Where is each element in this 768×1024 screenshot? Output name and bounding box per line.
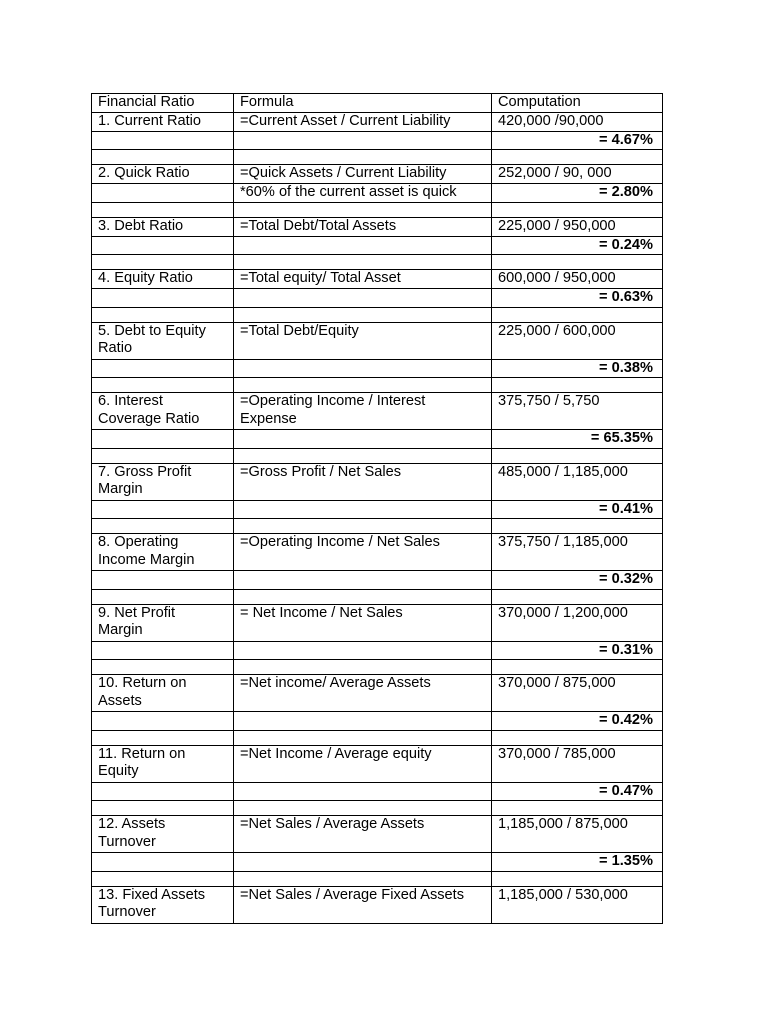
- ratio-name-cell: 12. Assets Turnover: [92, 816, 234, 853]
- computation-cell: 1,185,000 / 530,000: [492, 886, 663, 923]
- formula-cell: =Net Sales / Average Fixed Assets: [234, 886, 492, 923]
- table-row-spacer: [92, 202, 663, 217]
- ratio-name-cell: [92, 430, 234, 449]
- result-cell: = 0.63%: [492, 289, 663, 308]
- table-row-main: [92, 165, 663, 184]
- table-row-spacer: [92, 871, 663, 886]
- formula-cell: [234, 589, 492, 604]
- ratio-name-cell: [92, 448, 234, 463]
- computation-cell: 375,750 / 5,750: [492, 393, 663, 430]
- ratio-name-cell: [92, 202, 234, 217]
- ratio-name-cell: [92, 150, 234, 165]
- table-row-spacer: [92, 589, 663, 604]
- formula-cell: =Total Debt/Equity: [234, 322, 492, 359]
- computation-cell: 370,000 / 785,000: [492, 745, 663, 782]
- result-cell: = 0.32%: [492, 571, 663, 590]
- table-row-main: [92, 675, 663, 712]
- ratio-name-cell: 9. Net Profit Margin: [92, 604, 234, 641]
- result-cell: = 2.80%: [492, 184, 663, 203]
- formula-cell: [234, 378, 492, 393]
- header-cell-formula: Formula: [234, 94, 492, 113]
- computation-cell: 370,000 / 875,000: [492, 675, 663, 712]
- formula-cell: [234, 289, 492, 308]
- table-row-main: [92, 534, 663, 571]
- table-row-result: [92, 131, 663, 150]
- ratio-name-cell: 8. Operating Income Margin: [92, 534, 234, 571]
- result-cell: = 65.35%: [492, 430, 663, 449]
- ratio-name-cell: 3. Debt Ratio: [92, 217, 234, 236]
- ratio-name-cell: 1. Current Ratio: [92, 112, 234, 131]
- formula-cell: [234, 712, 492, 731]
- computation-cell: [492, 448, 663, 463]
- computation-cell: [492, 589, 663, 604]
- computation-cell: [492, 660, 663, 675]
- ratio-name-cell: [92, 782, 234, 801]
- computation-cell: [492, 519, 663, 534]
- table-row-result: [92, 712, 663, 731]
- formula-cell: [234, 255, 492, 270]
- computation-cell: 485,000 / 1,185,000: [492, 463, 663, 500]
- formula-cell: [234, 448, 492, 463]
- computation-cell: 370,000 / 1,200,000: [492, 604, 663, 641]
- computation-cell: 252,000 / 90, 000: [492, 165, 663, 184]
- formula-cell: [234, 519, 492, 534]
- table-row-result: [92, 500, 663, 519]
- table-row-result: [92, 853, 663, 872]
- table-row-spacer: [92, 255, 663, 270]
- result-cell: = 0.41%: [492, 500, 663, 519]
- computation-cell: [492, 871, 663, 886]
- computation-cell: [492, 801, 663, 816]
- formula-cell: [234, 782, 492, 801]
- header-cell-financial-ratio: Financial Ratio: [92, 94, 234, 113]
- ratio-name-cell: 6. Interest Coverage Ratio: [92, 393, 234, 430]
- formula-cell: [234, 571, 492, 590]
- ratio-name-cell: 7. Gross Profit Margin: [92, 463, 234, 500]
- computation-cell: [492, 378, 663, 393]
- ratio-name-cell: [92, 641, 234, 660]
- formula-cell: =Current Asset / Current Liability: [234, 112, 492, 131]
- formula-cell: =Total Debt/Total Assets: [234, 217, 492, 236]
- ratio-name-cell: [92, 359, 234, 378]
- ratio-name-cell: [92, 378, 234, 393]
- table-row-spacer: [92, 307, 663, 322]
- table-row-main: [92, 816, 663, 853]
- formula-cell: =Quick Assets / Current Liability: [234, 165, 492, 184]
- formula-cell: [234, 236, 492, 255]
- formula-cell: *60% of the current asset is quick: [234, 184, 492, 203]
- computation-cell: 375,750 / 1,185,000: [492, 534, 663, 571]
- computation-cell: 225,000 / 600,000: [492, 322, 663, 359]
- table-row-main: [92, 463, 663, 500]
- ratio-name-cell: [92, 131, 234, 150]
- formula-cell: [234, 131, 492, 150]
- formula-cell: =Net Sales / Average Assets: [234, 816, 492, 853]
- table-row-main: [92, 270, 663, 289]
- table-row-main: [92, 745, 663, 782]
- computation-cell: [492, 150, 663, 165]
- formula-cell: [234, 871, 492, 886]
- result-cell: = 0.38%: [492, 359, 663, 378]
- ratio-name-cell: 13. Fixed Assets Turnover: [92, 886, 234, 923]
- header-row: [92, 94, 663, 113]
- computation-cell: 1,185,000 / 875,000: [492, 816, 663, 853]
- ratio-name-cell: [92, 853, 234, 872]
- computation-cell: 600,000 / 950,000: [492, 270, 663, 289]
- table-row-main: [92, 322, 663, 359]
- formula-cell: = Net Income / Net Sales: [234, 604, 492, 641]
- result-cell: = 4.67%: [492, 131, 663, 150]
- table-row-spacer: [92, 150, 663, 165]
- ratio-name-cell: 11. Return on Equity: [92, 745, 234, 782]
- ratio-name-cell: 4. Equity Ratio: [92, 270, 234, 289]
- ratio-name-cell: 2. Quick Ratio: [92, 165, 234, 184]
- computation-cell: 225,000 / 950,000: [492, 217, 663, 236]
- table-row-spacer: [92, 801, 663, 816]
- computation-cell: [492, 730, 663, 745]
- ratio-name-cell: [92, 730, 234, 745]
- formula-cell: =Total equity/ Total Asset: [234, 270, 492, 289]
- result-cell: = 0.42%: [492, 712, 663, 731]
- table-row-result: [92, 184, 663, 203]
- ratio-name-cell: [92, 589, 234, 604]
- computation-cell: [492, 307, 663, 322]
- formula-cell: [234, 202, 492, 217]
- ratio-name-cell: 5. Debt to Equity Ratio: [92, 322, 234, 359]
- ratio-name-cell: [92, 519, 234, 534]
- formula-cell: [234, 730, 492, 745]
- ratio-name-cell: [92, 307, 234, 322]
- table-row-result: [92, 236, 663, 255]
- ratio-name-cell: [92, 660, 234, 675]
- formula-cell: [234, 801, 492, 816]
- ratio-name-cell: [92, 184, 234, 203]
- table-row-spacer: [92, 660, 663, 675]
- result-cell: = 1.35%: [492, 853, 663, 872]
- table-row-main: [92, 604, 663, 641]
- header-cell-computation: Computation: [492, 94, 663, 113]
- ratio-name-cell: [92, 801, 234, 816]
- ratio-name-cell: [92, 500, 234, 519]
- formula-cell: [234, 307, 492, 322]
- table-row-main: [92, 393, 663, 430]
- table-row-spacer: [92, 378, 663, 393]
- ratio-name-cell: [92, 236, 234, 255]
- formula-cell: [234, 641, 492, 660]
- ratio-name-cell: [92, 712, 234, 731]
- financial-ratio-table: [91, 93, 663, 924]
- formula-cell: =Operating Income / Interest Expense: [234, 393, 492, 430]
- formula-cell: =Net income/ Average Assets: [234, 675, 492, 712]
- table-row-spacer: [92, 448, 663, 463]
- formula-cell: [234, 853, 492, 872]
- ratio-name-cell: [92, 871, 234, 886]
- result-cell: = 0.24%: [492, 236, 663, 255]
- ratio-name-cell: [92, 571, 234, 590]
- table-row-main: [92, 886, 663, 923]
- table-row-spacer: [92, 519, 663, 534]
- formula-cell: [234, 500, 492, 519]
- ratio-name-cell: [92, 255, 234, 270]
- result-cell: = 0.47%: [492, 782, 663, 801]
- formula-cell: [234, 150, 492, 165]
- table-row-main: [92, 112, 663, 131]
- result-cell: = 0.31%: [492, 641, 663, 660]
- formula-cell: [234, 359, 492, 378]
- table-body: [92, 94, 663, 924]
- formula-cell: =Net Income / Average equity: [234, 745, 492, 782]
- table-row-result: [92, 359, 663, 378]
- formula-cell: [234, 660, 492, 675]
- computation-cell: [492, 202, 663, 217]
- computation-cell: 420,000 /90,000: [492, 112, 663, 131]
- table-row-result: [92, 782, 663, 801]
- table-row-result: [92, 571, 663, 590]
- formula-cell: =Operating Income / Net Sales: [234, 534, 492, 571]
- ratio-name-cell: 10. Return on Assets: [92, 675, 234, 712]
- table-row-spacer: [92, 730, 663, 745]
- table-row-result: [92, 289, 663, 308]
- ratio-name-cell: [92, 289, 234, 308]
- computation-cell: [492, 255, 663, 270]
- formula-cell: [234, 430, 492, 449]
- formula-cell: =Gross Profit / Net Sales: [234, 463, 492, 500]
- table-row-main: [92, 217, 663, 236]
- table-row-result: [92, 430, 663, 449]
- table-row-result: [92, 641, 663, 660]
